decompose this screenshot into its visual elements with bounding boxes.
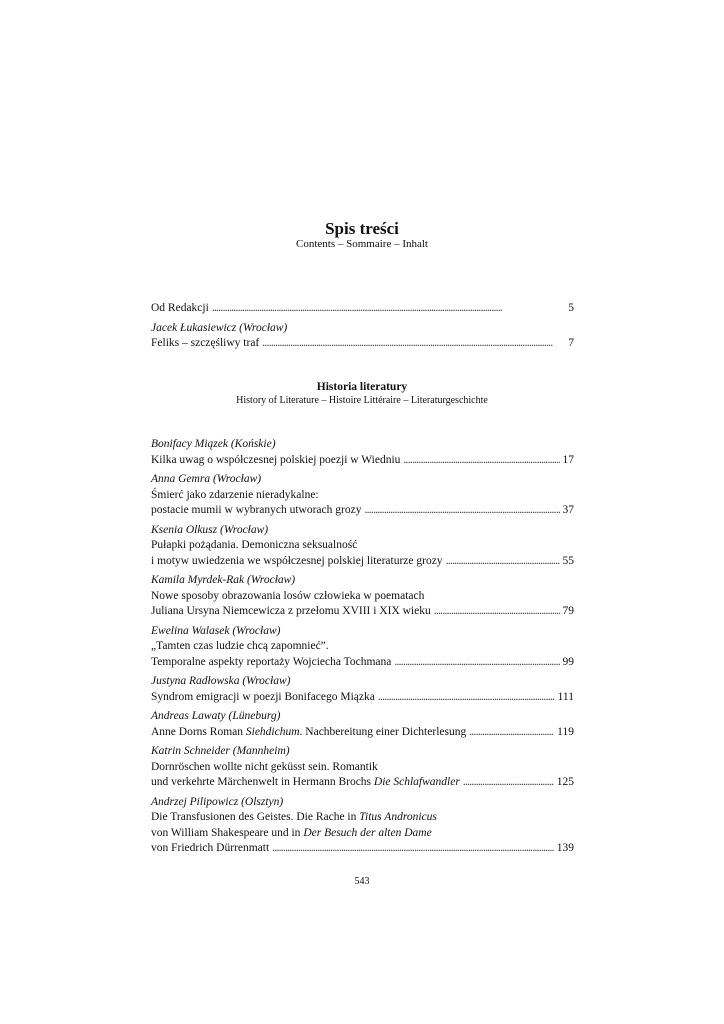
section-heading <box>0 381 724 406</box>
entry-title: postacie mumii w wybranych utworach grozy <box>151 504 362 516</box>
entry-title: Od Redakcji <box>151 302 209 314</box>
dot-leader <box>364 503 559 519</box>
entry-author: Andrzej Pilipowicz (Olsztyn) <box>151 795 284 808</box>
entry-page: 5 <box>568 302 574 314</box>
title-italic: Der Besuch der alten Dame <box>303 826 432 839</box>
entry-page: 119 <box>557 725 574 738</box>
dot-leader <box>272 841 554 857</box>
entry-title-line: Pułapki pożądania. Demoniczna seksualność <box>151 539 358 551</box>
dot-leader <box>394 655 559 671</box>
entry-author: Bonifacy Miązek (Końskie) <box>151 438 276 450</box>
entry-title-line: Nowe sposoby obrazowania losów człowieka w poematach <box>151 589 425 602</box>
section-subtitle: History of Literature – Histoire Littéraire – Literaturgeschichte <box>236 395 488 406</box>
entry-title-row <box>151 604 574 620</box>
toc-entry <box>151 321 574 352</box>
entry-author: Ewelina Walasek (Wrocław) <box>151 624 281 637</box>
entry-title: i motyw uwiedzenia we współczesnej polskiej literaturze grozy <box>151 554 443 567</box>
entry-title-row <box>151 301 574 317</box>
entry-author: Andreas Lawaty (Lüneburg) <box>151 710 281 722</box>
entry-page: 111 <box>557 690 574 703</box>
entry-title-row <box>151 503 574 519</box>
entry-author: Anna Gemra (Wrocław) <box>151 473 262 485</box>
toc-main <box>151 437 574 861</box>
entry-title-line: Die Transfusionen des Geistes. Die Rache in Titus Andronicus <box>151 811 437 823</box>
dot-leader <box>446 554 560 570</box>
dot-leader <box>434 604 560 620</box>
page-subtitle: Contents – Sommaire – Inhalt <box>296 238 428 250</box>
entry-title-row <box>151 336 574 352</box>
entry-title-row <box>151 690 574 706</box>
entry-title-row <box>151 453 574 469</box>
entry-title: Anne Dorns Roman Siehdichum. Nachbereitung einer Dichterlesung <box>151 725 467 738</box>
title-italic: Siehdichum <box>245 725 300 738</box>
toc-entry <box>151 674 574 705</box>
entry-title: Juliana Ursyna Niemcewicza z przełomu XVIII i XIX wieku <box>151 605 431 617</box>
entry-author: Jacek Łukasiewicz (Wrocław) <box>151 321 288 334</box>
page-title: Spis treści <box>325 219 399 238</box>
entry-page: 79 <box>562 605 574 617</box>
entry-page: 7 <box>568 337 574 349</box>
entry-author: Ksenia Olkusz (Wrocław) <box>151 523 269 536</box>
dot-leader <box>469 725 554 741</box>
title-italic: Die Schlafwandler <box>373 776 460 788</box>
entry-title-row <box>151 841 574 857</box>
toc-entry <box>151 795 574 857</box>
toc-entry <box>151 624 574 671</box>
toc-entry <box>151 437 574 468</box>
toc-entry <box>151 523 574 570</box>
dot-leader <box>403 453 559 469</box>
entry-title: Syndrom emigracji w poezji Bonifacego Miązka <box>151 690 375 703</box>
entry-page: 139 <box>556 842 574 854</box>
entry-author: Justyna Radłowska (Wrocław) <box>151 675 291 687</box>
toc-entry <box>151 301 574 317</box>
entry-title-line: „Tamten czas ludzie chcą zapomnieć”. <box>151 640 329 652</box>
entry-title: Kilka uwag o współczesnej polskiej poezji w Wiedniu <box>151 453 401 466</box>
entry-title: von Friedrich Dürrenmatt <box>151 842 270 854</box>
entry-title: Feliks – szczęśliwy traf <box>151 337 260 349</box>
dot-leader <box>378 690 555 706</box>
entry-title: Temporalne aspekty reportaży Wojciecha Tochmana <box>151 655 392 668</box>
section-title: Historia literatury <box>316 381 408 393</box>
entry-title-line: Śmierć jako zdarzenie nieradykalne: <box>151 488 319 501</box>
entry-author: Kamila Myrdek-Rak (Wrocław) <box>151 574 296 586</box>
dot-leader <box>463 775 554 791</box>
dot-leader <box>262 336 561 352</box>
entry-title-row <box>151 725 574 741</box>
dot-leader <box>212 301 561 317</box>
entry-title-line: von William Shakespeare und in Der Besuch der alten Dame <box>151 826 432 839</box>
entry-page: 55 <box>562 554 574 567</box>
entry-page: 17 <box>562 453 574 466</box>
toc-entry <box>151 573 574 620</box>
entry-title-row <box>151 554 574 570</box>
toc-entry <box>151 709 574 740</box>
entry-title-row <box>151 655 574 671</box>
entry-title: und verkehrte Märchenwelt in Hermann Brochs Die Schlafwandler <box>151 776 460 788</box>
page-number: 543 <box>354 876 370 887</box>
entry-page: 99 <box>562 655 574 668</box>
entry-title-row <box>151 775 574 791</box>
entry-page: 125 <box>556 776 574 788</box>
toc-entry <box>151 744 574 791</box>
entry-page: 37 <box>562 504 574 516</box>
toc-entry <box>151 472 574 519</box>
title-italic: Titus Andronicus <box>359 811 437 823</box>
entry-author: Katrin Schneider (Mannheim) <box>151 745 290 757</box>
entry-title-line: Dornröschen wollte nicht geküsst sein. Romantik <box>151 760 378 773</box>
toc-intro <box>151 301 574 356</box>
